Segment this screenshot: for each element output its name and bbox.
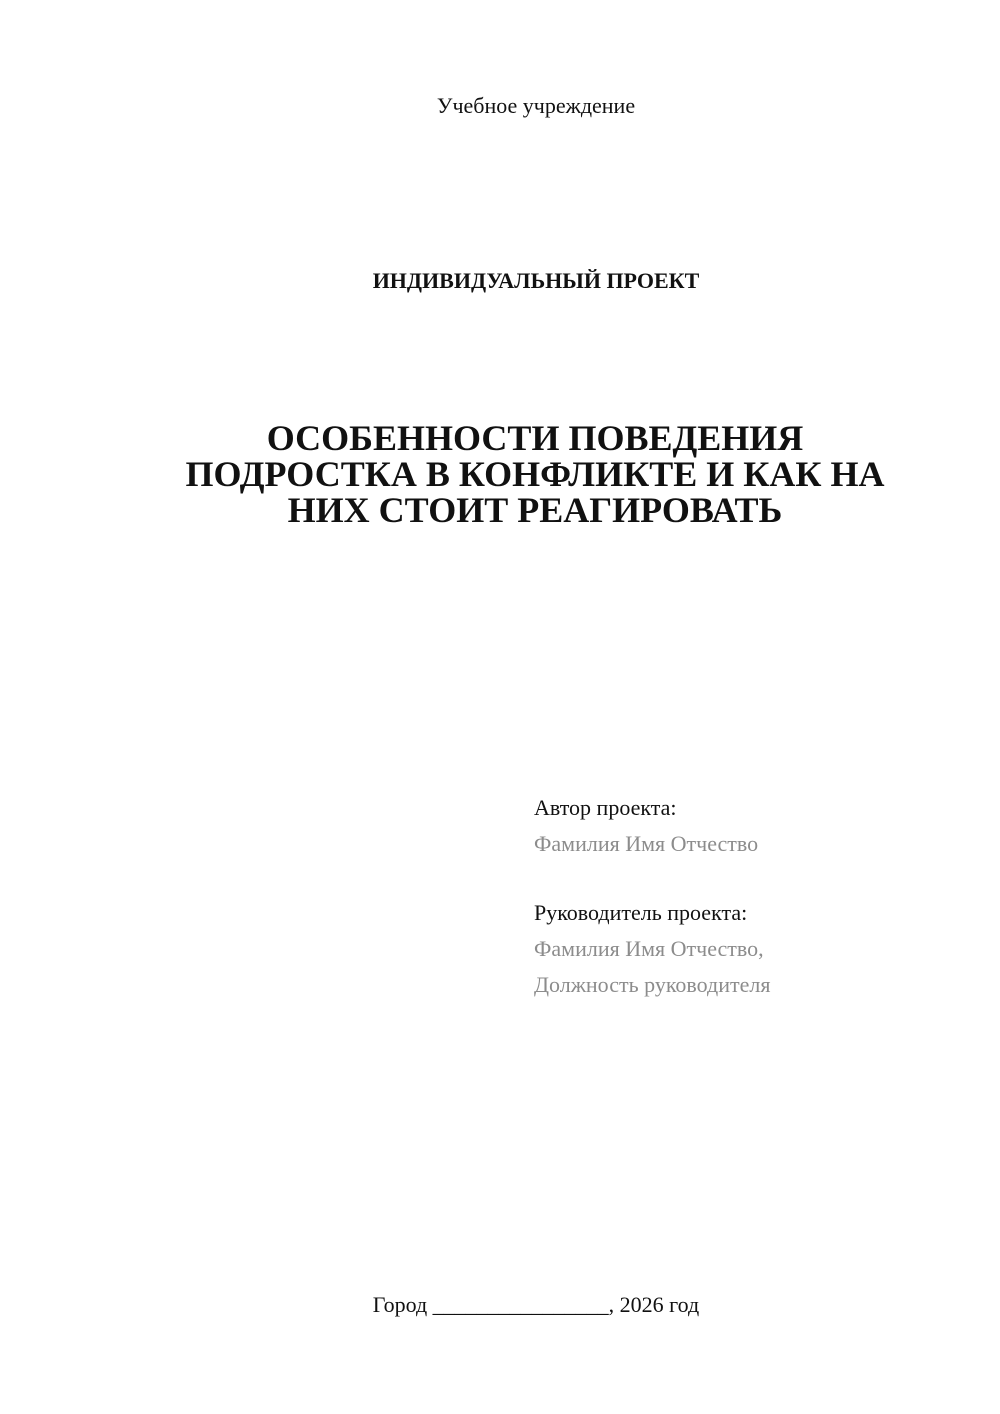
- project-title-line: НИХ СТОИТ РЕАГИРОВАТЬ: [287, 490, 783, 530]
- supervisor-position: Должность руководителя: [534, 972, 771, 997]
- city-year-footer: Город ________________, 2026 год: [372, 1292, 700, 1317]
- credits-spacer: [534, 862, 974, 895]
- project-title: [150, 420, 920, 528]
- project-title-line: ОСОБЕННОСТИ ПОВЕДЕНИЯ: [266, 418, 804, 458]
- author-label: Автор проекта:: [534, 795, 677, 820]
- supervisor-label: Руководитель проекта:: [534, 900, 748, 925]
- project-type-heading: ИНДИВИДУАЛЬНЫЙ ПРОЕКТ: [372, 268, 700, 293]
- institution-name: Учебное учреждение: [436, 93, 636, 118]
- supervisor-name: Фамилия Имя Отчество,: [534, 936, 764, 961]
- project-title-line: ПОДРОСТКА В КОНФЛИКТЕ И КАК НА: [185, 454, 885, 494]
- author-name: Фамилия Имя Отчество: [534, 831, 759, 856]
- credits-block: [534, 790, 974, 1003]
